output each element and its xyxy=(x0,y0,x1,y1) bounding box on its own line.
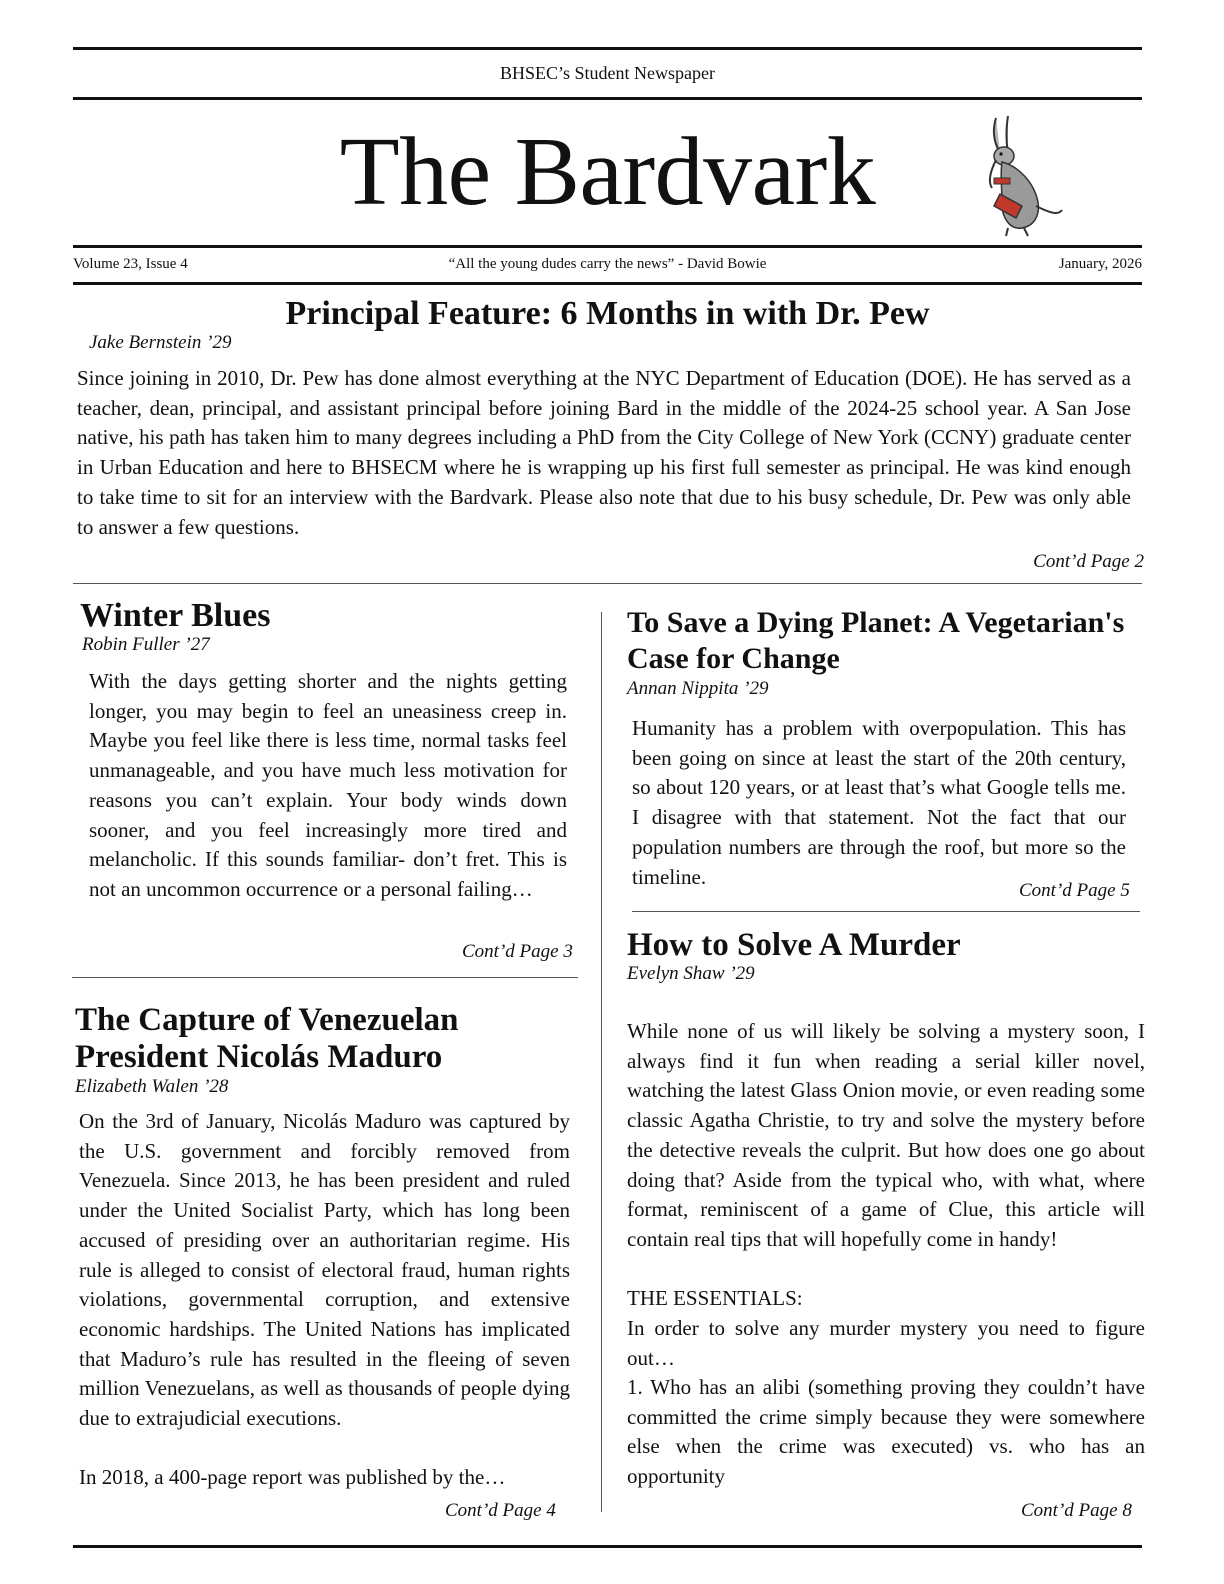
winter-contd: Cont’d Page 3 xyxy=(462,941,573,962)
top-rule xyxy=(73,47,1142,50)
volume-issue: Volume 23, Issue 4 xyxy=(73,256,188,272)
planet-rule xyxy=(632,911,1140,912)
maduro-contd: Cont’d Page 4 xyxy=(445,1500,556,1521)
newspaper-title: The Bardvark xyxy=(339,118,876,226)
winter-body: With the days getting shorter and the nights getting longer, you may begin to feel an uneasiness creep in. Maybe you feel like there is less time, normal tasks feel unmanageable, and you have much less motivation for reasons you can’t explain. Your body winds down sooner, and you feel increasingly more tired and melancholic. If this sounds familiar- don’t fret. This is not an uncommon occurrence or a personal failing… xyxy=(89,669,567,901)
murder-byline: Evelyn Shaw ’29 xyxy=(627,963,755,984)
bottom-rule xyxy=(73,1545,1142,1548)
principal-byline: Jake Bernstein ’29 xyxy=(89,332,232,353)
column-divider xyxy=(601,612,602,1512)
aardvark-mascot-icon xyxy=(978,112,1068,240)
winter-byline: Robin Fuller ’27 xyxy=(82,634,210,655)
planet-headline: To Save a Dying Planet: A Vegetarian's Case for Change xyxy=(627,606,1125,675)
murder-contd: Cont’d Page 8 xyxy=(1021,1500,1132,1521)
planet-body: Humanity has a problem with overpopulation. This has been going on since at least the start of the 20th century, so about 120 years, or at least that’s what Google tells me. I disagree with that statement. Not the fact that our population numbers are through the roof, but more so the timeline. xyxy=(632,716,1126,889)
issue-info-bar xyxy=(73,256,1142,278)
info-rule xyxy=(73,282,1142,285)
winter-rule xyxy=(72,977,578,978)
feature-rule xyxy=(73,583,1142,584)
murder-essentials: THE ESSENTIALS: xyxy=(627,1286,803,1310)
principal-contd: Cont’d Page 2 xyxy=(1033,551,1144,572)
planet-byline: Annan Nippita ’29 xyxy=(627,678,769,699)
maduro-byline: Elizabeth Walen ’28 xyxy=(75,1076,229,1097)
title-rule xyxy=(73,245,1142,248)
murder-point-1: 1. Who has an alibi (something proving they couldn’t have committed the crime simply because they were somewhere else when the crime was executed) vs. who has an opportunity xyxy=(627,1375,1145,1489)
tagline: BHSEC’s Student Newspaper xyxy=(500,63,715,83)
masthead-quote: “All the young dudes carry the news” - David Bowie xyxy=(448,256,767,272)
maduro-body-continued: In 2018, a 400-page report was published by the… xyxy=(79,1465,506,1489)
principal-headline: Principal Feature: 6 Months in with Dr. Pew xyxy=(285,295,930,332)
maduro-headline: The Capture of Venezuelan President Nicolás Maduro xyxy=(75,1002,459,1075)
planet-contd: Cont’d Page 5 xyxy=(1019,880,1130,901)
murder-body: While none of us will likely be solving a mystery soon, I always find it fun when reading a serial killer novel, watching the latest Glass Onion movie, or even reading some classic Agatha Christie, to try and solve the mystery before the detective reveals the culprit. But how does one go about doing that? Aside from the typical who, with what, where format, reminiscent of a game of Clue, this article will contain real tips that will hopefully come in handy! xyxy=(627,1019,1145,1251)
winter-headline: Winter Blues xyxy=(80,597,271,634)
murder-intro: In order to solve any murder mystery you need to figure out… xyxy=(627,1316,1145,1370)
maduro-body: On the 3rd of January, Nicolás Maduro was captured by the U.S. government and forcibly removed from Venezuela. Since 2013, he has been president and ruled under the United Socialist Party, which has long been accused of presiding over an authoritarian regime. His rule is alleged to consist of electoral fraud, human rights violations, governmental corruption, and extensive economic hardships. The United Nations has implicated that Maduro’s rule has resulted in the fleeing of seven million Venezuelans, as well as thousands of people dying due to extrajudicial executions. xyxy=(79,1109,570,1431)
murder-headline: How to Solve A Murder xyxy=(627,927,961,963)
tagline-rule xyxy=(73,97,1142,100)
principal-body: Since joining in 2010, Dr. Pew has done almost everything at the NYC Department of Education (DOE). He has served as a teacher, dean, principal, and assistant principal before joining Bard in the middle of the 2024-25 school year. A San Jose native, his path has taken him to many degrees including a PhD from the City College of New York (CCNY) graduate center in Urban Education and here to BHSECM where he is wrapping up his first full semester as principal. He was kind enough to take time to sit for an interview with the Bardvark. Please also note that due to his busy schedule, Dr. Pew was only able to answer a few questions. xyxy=(77,366,1131,539)
issue-date: January, 2026 xyxy=(1058,256,1142,272)
